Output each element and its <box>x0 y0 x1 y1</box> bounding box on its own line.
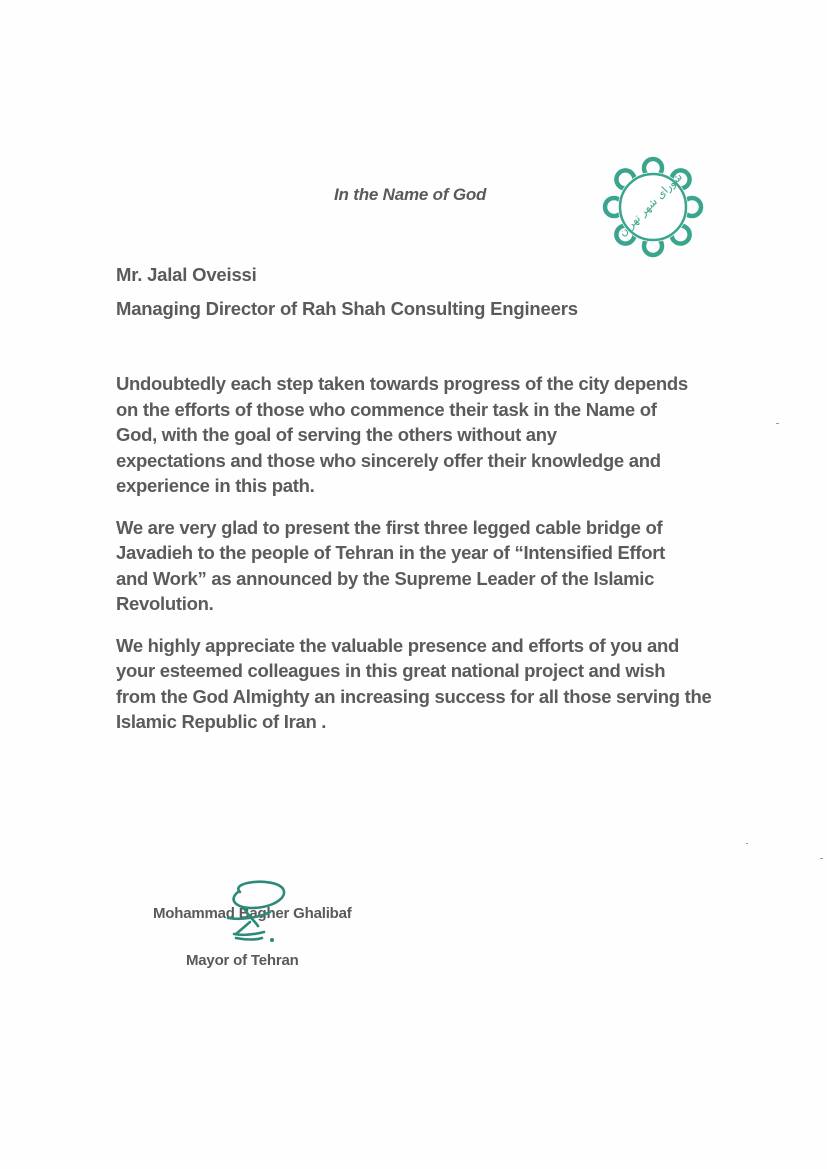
body-line: Revolution. <box>116 593 214 614</box>
body-line: Javadieh to the people of Tehran in the year of “Intensified Effort <box>116 542 666 563</box>
body-line: Undoubtedly each step taken towards progress of the city depends <box>116 373 688 394</box>
recipient-position: Managing Director of Rah Shah Consulting Engineers <box>116 298 578 319</box>
body-line: God, with the goal of serving the others without any <box>116 424 557 445</box>
body-line: on the efforts of those who commence their task in the Name of <box>116 398 657 420</box>
body-line: We are very glad to present the first three legged cable bridge of <box>116 516 663 538</box>
body-line: expectations and those who sincerely offer their knowledge and <box>116 449 661 471</box>
body-line: from the God Almighty an increasing success for all those serving the <box>116 685 712 707</box>
scan-speck <box>746 843 748 844</box>
scan-speck <box>776 423 779 424</box>
body-line: Islamic Republic of Iran . <box>116 711 327 732</box>
signer-title: Mayor of Tehran <box>186 952 299 969</box>
tehran-city-council-emblem-icon <box>602 156 704 258</box>
scan-speck <box>820 858 823 859</box>
recipient-name: Mr. Jalal Oveissi <box>116 264 257 285</box>
body-paragraph-2 <box>116 515 716 617</box>
invocation-heading: In the Name of God <box>334 185 487 204</box>
letter-body <box>116 371 716 751</box>
handwritten-signature-icon <box>210 878 310 950</box>
recipient-block <box>116 258 578 326</box>
body-line: and Work” as announced by the Supreme Leader of the Islamic <box>116 567 655 589</box>
body-line: experience in this path. <box>116 475 315 496</box>
body-line: your esteemed colleagues in this great national project and wish <box>116 660 666 681</box>
emblem-text: شورای شهر تهران <box>616 170 686 240</box>
body-paragraph-3 <box>116 633 716 735</box>
body-paragraph-1 <box>116 371 716 499</box>
body-line: We highly appreciate the valuable presence and efforts of you and <box>116 634 680 656</box>
signature-block <box>150 878 370 978</box>
signer-name: Mohammad Bagher Ghalibaf <box>153 905 352 922</box>
